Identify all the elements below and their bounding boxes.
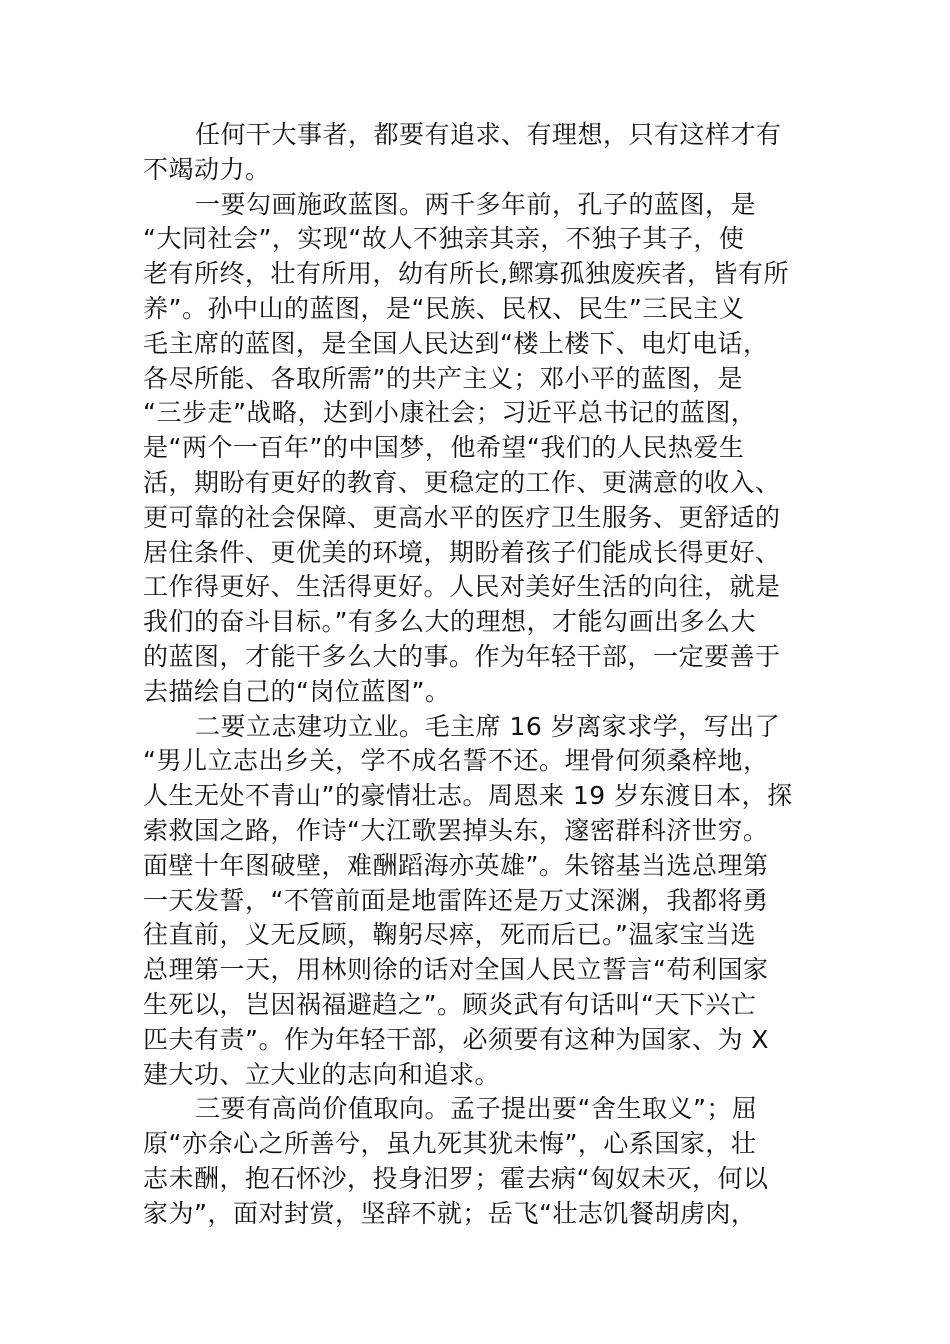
text-line: 生死以，岂因祸福避趋之”。顾炎武有句话叫“天下兴亡 [143,989,757,1019]
text-line: 养”。孙中山的蓝图，是“民族、民权、民生”三民主义 [143,293,745,323]
text-line: 原“亦余心之所善兮，虽九死其犹未悔”，心系国家，壮 [143,1129,757,1159]
paragraph-first-line: 二要立志建功立业。毛主席 16 岁离家求学，写出了 [195,711,781,741]
text-line: 索救国之路，作诗“大江歌罢掉头东，邃密群科济世穷。 [143,815,769,845]
paragraph-first-line: 一要勾画施政蓝图。两千多年前，孔子的蓝图，是 [195,189,757,219]
text-line: 一天发誓，“不管前面是地雷阵还是万丈深渊，我都将勇 [143,885,769,915]
text-line: 各尽所能、各取所需”的共产主义；邓小平的蓝图，是 [143,363,743,393]
text-line: 去描绘自己的“岗位蓝图”。 [143,676,451,706]
text-line: 不竭动力。 [143,154,271,184]
text-line: 建大功、立大业的志向和追求。 [143,1059,501,1089]
text-line: 家为”，面对封赏，坚辞不就；岳飞“壮志饥餐胡虏肉， [143,1198,757,1228]
text-line: 志未酬，抱石怀沙，投身汨罗；霍去病“匈奴未灭，何以 [143,1163,769,1193]
text-line: 工作得更好、生活得更好。人民对美好生活的向往，就是 [143,572,781,602]
text-line: 毛主席的蓝图，是全国人民达到“楼上楼下、电灯电话， [143,328,769,358]
text-line: 面壁十年图破壁，难酬蹈海亦英雄”。朱镕基当选总理第 [143,850,769,880]
text-line: 活，期盼有更好的教育、更稳定的工作、更满意的收入、 [143,467,781,497]
text-line: 更可靠的社会保障、更高水平的医疗卫生服务、更舒适的 [143,502,781,532]
paragraph-first-line: 三要有高尚价值取向。孟子提出要“舍生取义”；屈 [195,1094,758,1124]
paragraph-first-line: 任何干大事者，都要有追求、有理想，只有这样才有 [195,120,782,149]
text-line: 居住条件、更优美的环境，期盼着孩子们能成长得更好、 [143,537,781,567]
text-line: 匹夫有责”。作为年轻干部，必须要有这种为国家、为 X [143,1024,770,1054]
text-line: 总理第一天，用林则徐的话对全国人民立誓言“苟利国家 [143,955,769,985]
text-line: 我们的奋斗目标。”有多么大的理想，才能勾画出多么大 [143,607,756,637]
text-line: “三步走”战略，达到小康社会；习近平总书记的蓝图， [143,398,757,428]
text-line: “男儿立志出乡关，学不成名誓不还。埋骨何须桑梓地， [143,746,769,776]
text-line: 是“两个一百年”的中国梦，他希望“我们的人民热爱生 [143,433,745,463]
body-text [143,118,808,1232]
text-line: “大同社会”，实现“故人不独亲其亲，不独子其子，使 [143,224,745,254]
text-line: 人生无处不青山”的豪情壮志。周恩来 19 岁东渡日本，探 [143,781,793,811]
text-line: 往直前，义无反顾，鞠躬尽瘁，死而后已。”温家宝当选 [143,920,756,950]
text-line: 老有所终，壮有所用，幼有所长,鳏寡孤独废疾者，皆有所 [143,259,789,289]
text-line: 的蓝图，才能干多么大的事。作为年轻干部，一定要善于 [143,641,781,671]
